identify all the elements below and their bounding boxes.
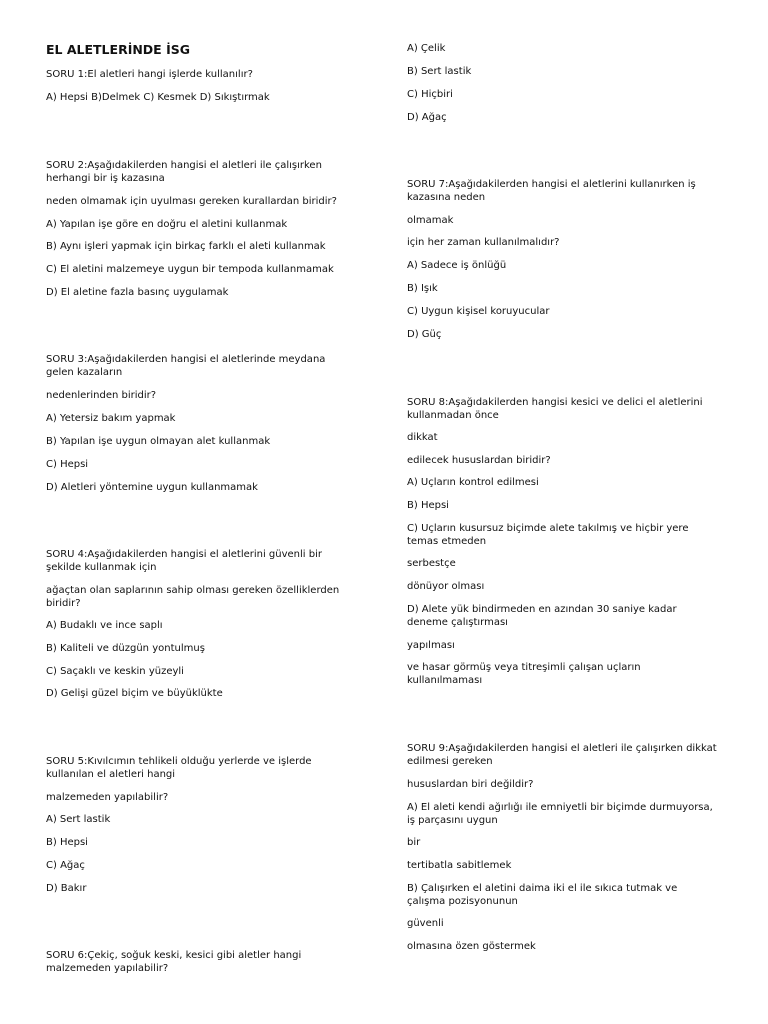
- question-9-option-a-cont-2: tertibatla sabitlemek: [407, 860, 512, 871]
- question-7-option-a: A) Sadece iş önlüğü: [407, 260, 507, 271]
- question-4-option-b: B) Kaliteli ve düzgün yontulmuş: [46, 643, 205, 654]
- question-5: SORU 5:Kıvılcımın tehlikeli olduğu yerlerde ve işlerde kullanılan el aletleri hangi: [46, 756, 312, 780]
- question-5-option-d: D) Bakır: [46, 883, 87, 894]
- question-8: SORU 8:Aşağıdakilerden hangisi kesici ve delici el aletlerini kullanmadan önce: [407, 397, 703, 421]
- question-6-option-d: D) Ağaç: [407, 112, 447, 123]
- question-3-option-d: D) Aletleri yöntemine uygun kullanmamak: [46, 482, 258, 493]
- question-3-option-b: B) Yapılan işe uygun olmayan alet kullanmak: [46, 436, 271, 447]
- question-7: SORU 7:Aşağıdakilerden hangisi el aletlerini kullanırken iş kazasına neden: [407, 179, 696, 203]
- question-8-option-d-cont: yapılması: [407, 640, 455, 651]
- question-8-option-c-cont-2: dönüyor olması: [407, 581, 485, 592]
- question-2-option-b: B) Aynı işleri yapmak için birkaç farklı el aleti kullanmak: [46, 241, 326, 252]
- question-6-option-c: C) Hiçbiri: [407, 89, 453, 100]
- question-4-option-d: D) Gelişi güzel biçim ve büyüklükte: [46, 688, 223, 699]
- question-8-option-d: D) Alete yük bindirmeden en azından 30 saniye kadar deneme çalıştırması: [407, 604, 677, 628]
- question-9: SORU 9:Aşağıdakilerden hangisi el aletleri ile çalışırken dikkat edilmesi gereken: [407, 743, 717, 767]
- question-6-option-b: B) Sert lastik: [407, 66, 472, 77]
- question-4: SORU 4:Aşağıdakilerden hangisi el aletlerini güvenli bir şekilde kullanmak için: [46, 549, 322, 573]
- question-9-option-a: A) El aleti kendi ağırlığı ile emniyetli bir biçimde durmuyorsa, iş parçasını uygun: [407, 802, 713, 826]
- question-2: SORU 2:Aşağıdakilerden hangisi el aletleri ile çalışırken herhangi bir iş kazasına: [46, 160, 322, 184]
- question-1-options: A) Hepsi B)Delmek C) Kesmek D) Sıkıştırmak: [46, 92, 270, 103]
- question-9-option-b-cont-2: olmasına özen göstermek: [407, 941, 536, 952]
- question-9-cont: hususlardan biri değildir?: [407, 779, 534, 790]
- question-5-cont: malzemeden yapılabilir?: [46, 792, 169, 803]
- question-3-option-c: C) Hepsi: [46, 459, 89, 470]
- question-5-option-b: B) Hepsi: [46, 837, 88, 848]
- question-7-option-c: C) Uygun kişisel koruyucular: [407, 306, 550, 317]
- question-7-option-b: B) Işık: [407, 283, 438, 294]
- question-3-cont: nedenlerinden biridir?: [46, 390, 157, 401]
- question-6: SORU 6:Çekiç, soğuk keski, kesici gibi aletler hangi malzemeden yapılabilir?: [46, 950, 302, 974]
- question-9-option-b-cont: güvenli: [407, 918, 444, 929]
- question-2-option-a: A) Yapılan işe göre en doğru el aletini kullanmak: [46, 219, 288, 230]
- question-8-option-d-cont-2: ve hasar görmüş veya titreşimli çalışan uçların kullanılmaması: [407, 662, 641, 686]
- question-7-cont: olmamak: [407, 215, 454, 226]
- question-2-cont: neden olmamak için uyulması gereken kurallardan biridir?: [46, 196, 337, 207]
- question-5-option-c: C) Ağaç: [46, 860, 85, 871]
- question-8-cont: dikkat: [407, 432, 438, 443]
- question-2-option-d: D) El aletine fazla basınç uygulamak: [46, 287, 229, 298]
- question-2-option-c: C) El aletini malzemeye uygun bir tempoda kullanmamak: [46, 264, 334, 275]
- question-8-option-c: C) Uçların kusursuz biçimde alete takılmış ve hiçbir yere temas etmeden: [407, 523, 689, 547]
- question-7-cont-2: için her zaman kullanılmalıdır?: [407, 237, 560, 248]
- question-8-option-a: A) Uçların kontrol edilmesi: [407, 477, 539, 488]
- question-7-option-d: D) Güç: [407, 329, 442, 340]
- question-5-option-a: A) Sert lastik: [46, 814, 111, 825]
- question-8-option-c-cont: serbestçe: [407, 558, 456, 569]
- question-4-option-a: A) Budaklı ve ince saplı: [46, 620, 163, 631]
- question-1: SORU 1:El aletleri hangi işlerde kullanılır?: [46, 69, 253, 80]
- question-8-cont-2: edilecek hususlardan biridir?: [407, 455, 551, 466]
- question-8-option-b: B) Hepsi: [407, 500, 449, 511]
- document-title: EL ALETLERİNDE İSG: [46, 42, 190, 57]
- question-4-option-c: C) Saçaklı ve keskin yüzeyli: [46, 666, 184, 677]
- question-6-option-a: A) Çelik: [407, 43, 446, 54]
- question-9-option-a-cont: bir: [407, 837, 421, 848]
- question-4-cont: ağaçtan olan saplarının sahip olması gereken özelliklerden biridir?: [46, 585, 340, 609]
- question-3-option-a: A) Yetersiz bakım yapmak: [46, 413, 176, 424]
- question-3: SORU 3:Aşağıdakilerden hangisi el aletlerinde meydana gelen kazaların: [46, 354, 326, 378]
- question-9-option-b: B) Çalışırken el aletini daima iki el ile sıkıca tutmak ve çalışma pozisyonunun: [407, 883, 678, 907]
